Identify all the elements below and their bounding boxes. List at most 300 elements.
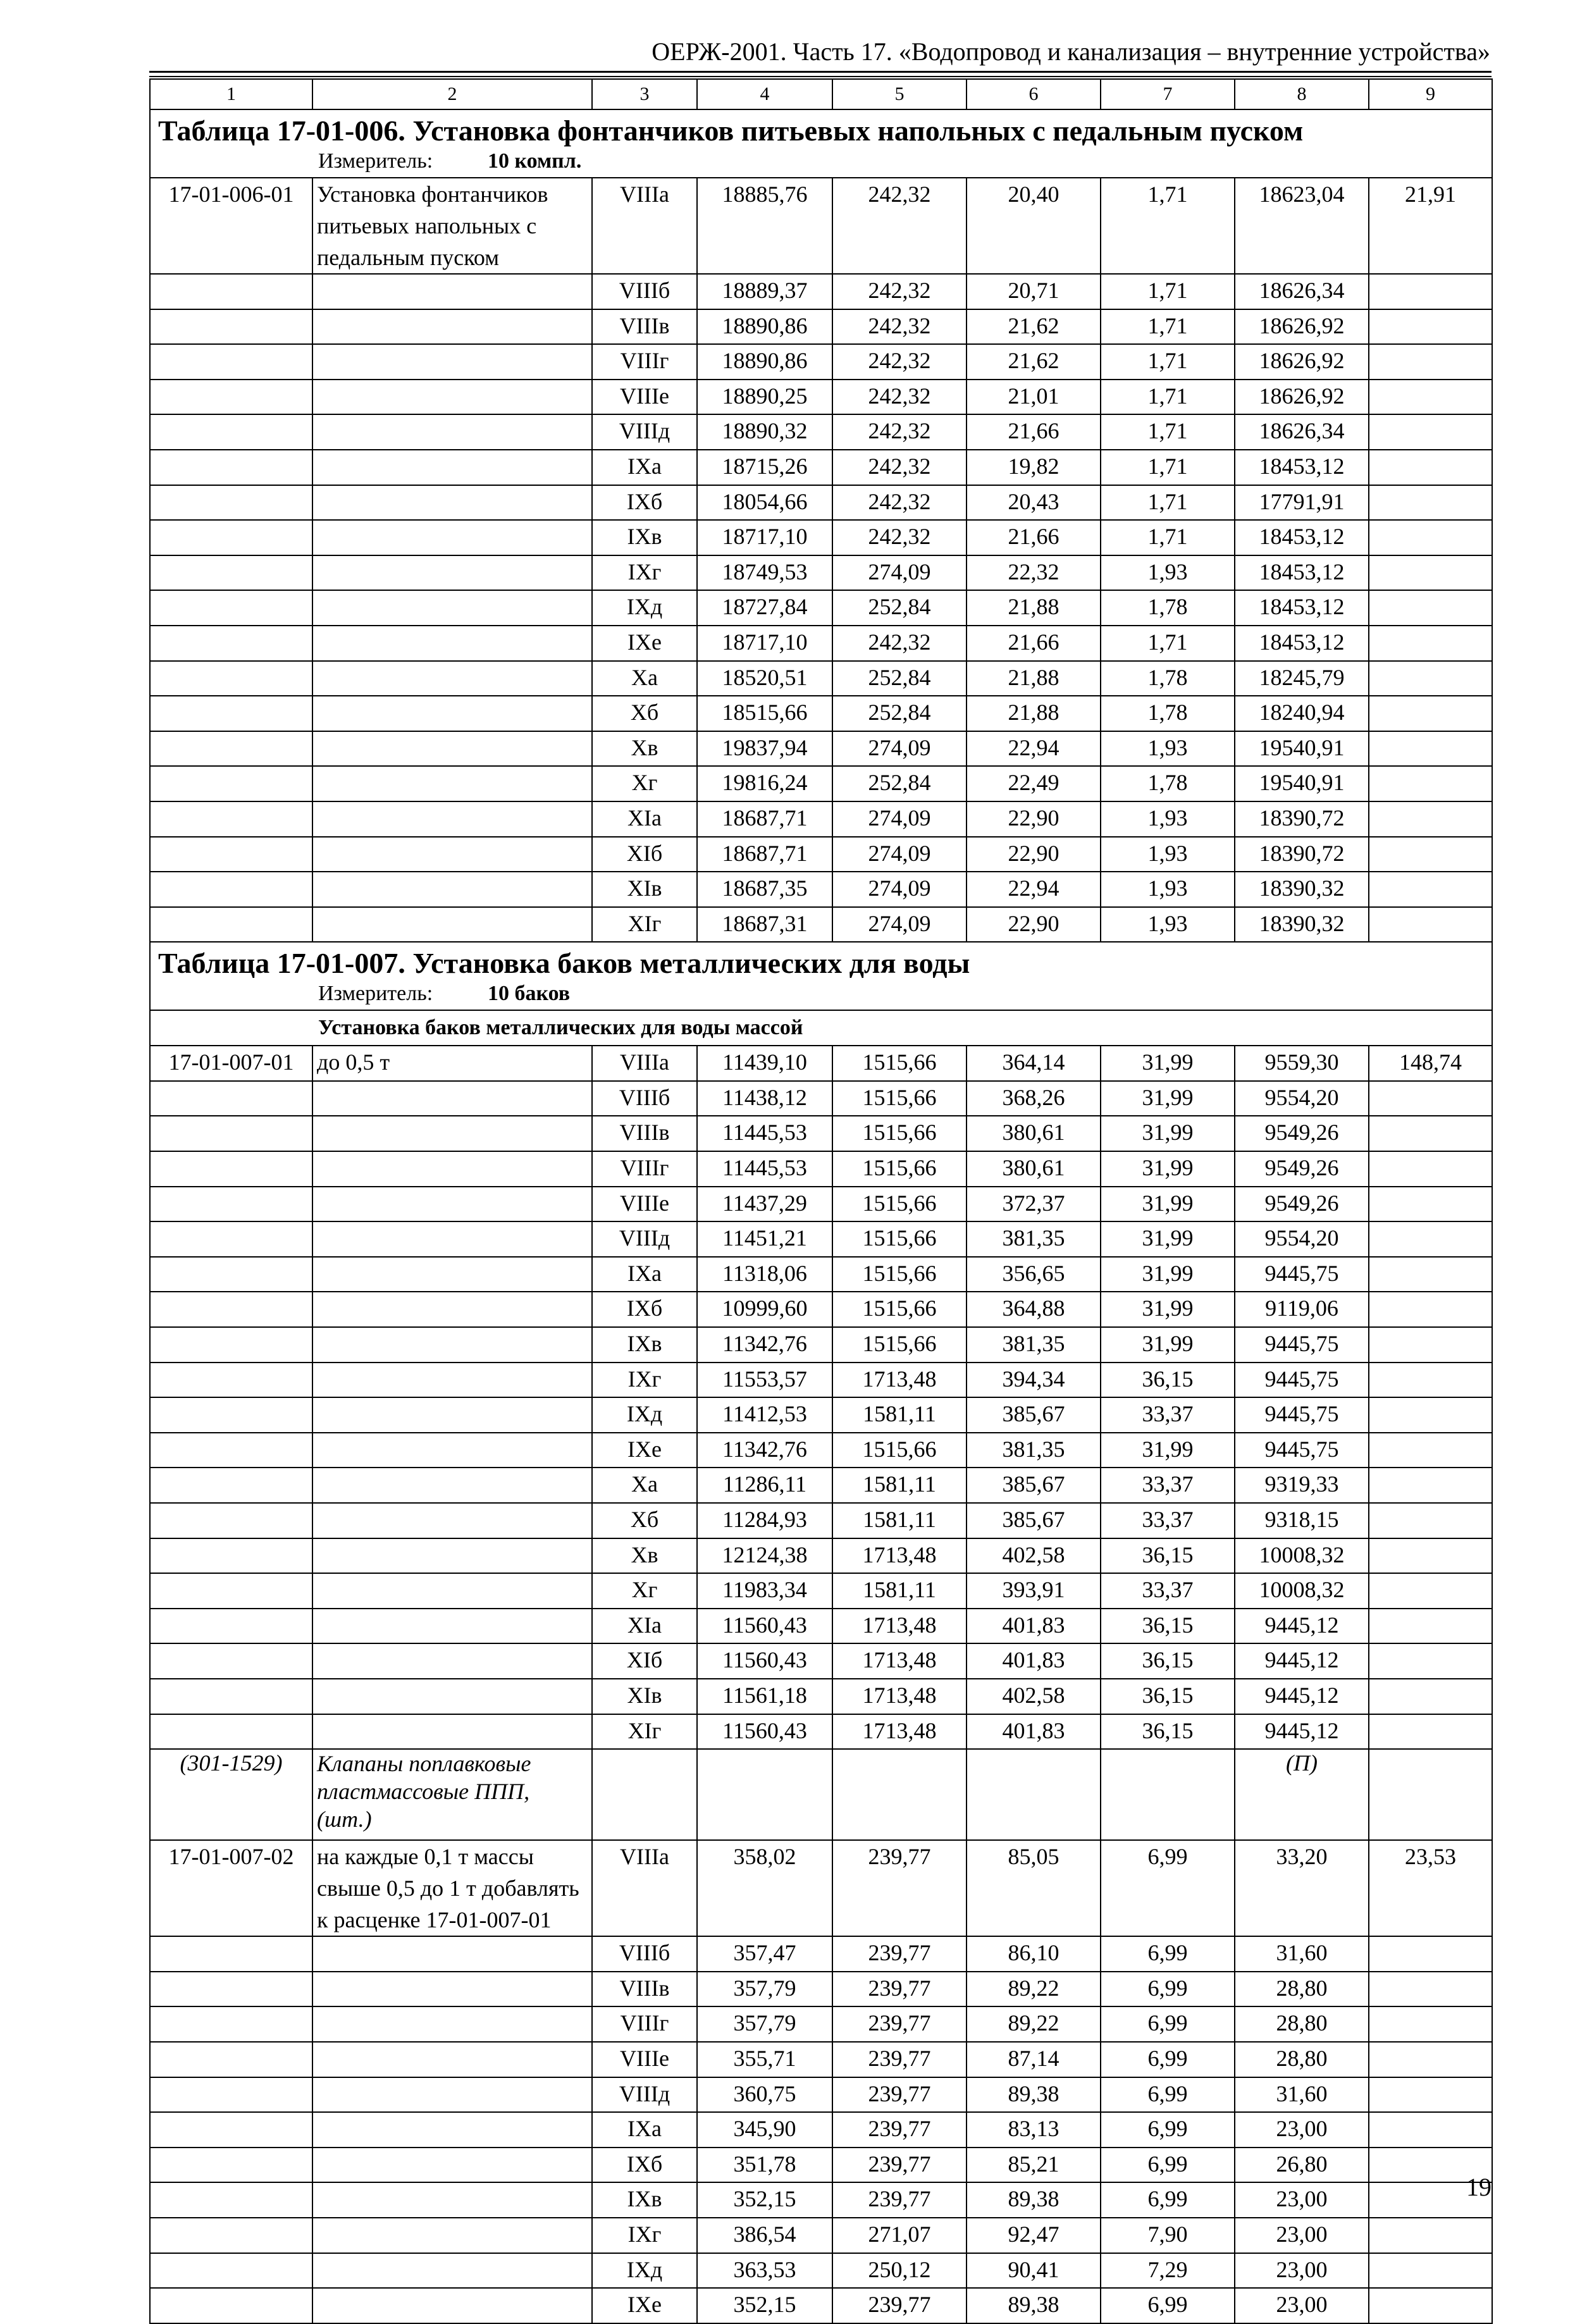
table-row (150, 1433, 1492, 1468)
machinist-wage-cell: 31,99 (1101, 1187, 1235, 1222)
column-number: 5 (832, 79, 967, 109)
material-cost-cell: 18390,72 (1235, 801, 1369, 837)
table-row (150, 696, 1492, 731)
zone-cell: IXа (592, 2112, 697, 2148)
zone-cell: Xг (592, 1573, 697, 1609)
material-cost-cell: 9549,26 (1235, 1116, 1369, 1151)
material-cost-cell: 18626,92 (1235, 344, 1369, 380)
machinist-wage-cell: 33,37 (1101, 1573, 1235, 1609)
machine-cost-cell: 83,13 (967, 2112, 1101, 2148)
labor-cost-cell: 242,32 (832, 380, 967, 415)
material-cost-cell: 18453,12 (1235, 626, 1369, 661)
rate-name: на каждые 0,1 т массы свыше 0,5 до 1 т добавлять к расценке 17-01-007-01 (312, 1840, 592, 1936)
machinist-wage-cell: 6,99 (1101, 1840, 1235, 1936)
machine-cost-cell: 22,90 (967, 907, 1101, 943)
labor-cost-cell: 239,77 (832, 2182, 967, 2218)
zone-cell: IXа (592, 450, 697, 485)
machinist-wage-cell: 7,90 (1101, 2218, 1235, 2253)
machinist-wage-cell: 36,15 (1101, 1714, 1235, 1750)
zone-cell: Xг (592, 766, 697, 801)
labor-cost-cell: 242,32 (832, 485, 967, 521)
zone-cell: Xб (592, 696, 697, 731)
zone-cell: XIв (592, 872, 697, 907)
material-cost-cell: 28,80 (1235, 1972, 1369, 2007)
table-row (150, 2077, 1492, 2113)
table-row (150, 1643, 1492, 1679)
subheading: Установка баков металлических для воды массой (318, 1016, 803, 1040)
machine-cost-cell: 21,88 (967, 661, 1101, 696)
material-code: (301-1529) (150, 1749, 312, 1840)
total-cost-cell: 18749,53 (697, 555, 832, 591)
total-cost-cell: 11445,53 (697, 1116, 832, 1151)
zone-cell: VIIIа (592, 1046, 697, 1081)
total-cost-cell: 352,15 (697, 2288, 832, 2323)
total-cost-cell: 355,71 (697, 2042, 832, 2077)
labor-cost-cell: 1515,66 (832, 1257, 967, 1292)
zone-cell: VIIIа (592, 178, 697, 274)
total-cost-cell: 10999,60 (697, 1292, 832, 1327)
zone-cell: XIа (592, 1609, 697, 1644)
total-cost-cell: 12124,38 (697, 1538, 832, 1574)
zone-cell: IXв (592, 520, 697, 555)
table-row (150, 590, 1492, 626)
zone-cell: XIб (592, 837, 697, 872)
machinist-wage-cell: 1,93 (1101, 555, 1235, 591)
table-row (150, 1972, 1492, 2007)
zone-cell: VIIIа (592, 1840, 697, 1936)
page-number: 19 (1466, 2173, 1492, 2201)
machine-cost-cell: 401,83 (967, 1609, 1101, 1644)
material-cost-cell: 17791,91 (1235, 485, 1369, 521)
labor-cost-cell: 1713,48 (832, 1679, 967, 1714)
machinist-wage-cell: 1,78 (1101, 590, 1235, 626)
machine-cost-cell: 21,01 (967, 380, 1101, 415)
zone-cell: XIа (592, 801, 697, 837)
labor-cost-cell: 242,32 (832, 626, 967, 661)
machinist-wage-cell: 31,99 (1101, 1292, 1235, 1327)
zone-cell: VIIIг (592, 344, 697, 380)
zone-cell: IXг (592, 2218, 697, 2253)
labor-cost-cell: 252,84 (832, 661, 967, 696)
zone-cell: VIIIе (592, 2042, 697, 2077)
zone-cell: VIIIг (592, 1151, 697, 1187)
machine-cost-cell: 20,71 (967, 274, 1101, 309)
total-cost-cell: 18687,31 (697, 907, 832, 943)
total-cost-cell: 18890,32 (697, 414, 832, 450)
machinist-wage-cell: 1,71 (1101, 309, 1235, 345)
labor-cost-cell: 239,77 (832, 1840, 967, 1936)
machine-cost-cell: 381,35 (967, 1327, 1101, 1363)
table-title-row (150, 109, 1492, 148)
labor-cost-cell: 252,84 (832, 766, 967, 801)
material-cost-cell: 18453,12 (1235, 555, 1369, 591)
table-row (150, 801, 1492, 837)
zone-cell: Xб (592, 1503, 697, 1538)
labor-cost-cell: 1581,11 (832, 1468, 967, 1503)
material-cost-cell: 18626,92 (1235, 309, 1369, 345)
total-cost-cell: 18717,10 (697, 520, 832, 555)
table-row (150, 1714, 1492, 1750)
total-cost-cell: 19837,94 (697, 731, 832, 767)
table-row (150, 1936, 1492, 1972)
table-row (150, 274, 1492, 309)
zone-cell: VIIIб (592, 1081, 697, 1116)
material-cost-cell: 9319,33 (1235, 1468, 1369, 1503)
machinist-wage-cell: 7,29 (1101, 2253, 1235, 2289)
machine-cost-cell: 21,66 (967, 520, 1101, 555)
material-cost-cell: 19540,91 (1235, 766, 1369, 801)
table-row (150, 1187, 1492, 1222)
machinist-wage-cell: 31,99 (1101, 1081, 1235, 1116)
material-cost-cell: 23,00 (1235, 2182, 1369, 2218)
machinist-wage-cell: 31,99 (1101, 1046, 1235, 1081)
labor-cost-cell: 1713,48 (832, 1714, 967, 1750)
total-cost-cell: 18520,51 (697, 661, 832, 696)
machinist-wage-cell: 36,15 (1101, 1679, 1235, 1714)
labor-cost-cell: 242,32 (832, 178, 967, 274)
table-row (150, 731, 1492, 767)
machine-cost-cell: 85,05 (967, 1840, 1101, 1936)
machine-cost-cell: 372,37 (967, 1187, 1101, 1222)
machine-cost-cell: 381,35 (967, 1221, 1101, 1257)
rate-code: 17-01-007-01 (150, 1046, 312, 1081)
machinist-wage-cell: 6,99 (1101, 1972, 1235, 2007)
meter-label: Измеритель: (318, 982, 433, 1006)
material-cost-cell: 19540,91 (1235, 731, 1369, 767)
table-row (150, 1081, 1492, 1116)
machine-cost-cell: 20,40 (967, 178, 1101, 274)
total-cost-cell: 11561,18 (697, 1679, 832, 1714)
labor-cost-cell: 1713,48 (832, 1643, 967, 1679)
machine-cost-cell: 394,34 (967, 1363, 1101, 1398)
table-row (150, 2006, 1492, 2042)
table-row (150, 178, 1492, 274)
table-row (150, 1679, 1492, 1714)
zone-cell: IXе (592, 1433, 697, 1468)
labor-cost-cell: 239,77 (832, 1972, 967, 2007)
machinist-wage-cell: 6,99 (1101, 2148, 1235, 2183)
material-cost-cell: 9445,75 (1235, 1257, 1369, 1292)
zone-cell: Xа (592, 661, 697, 696)
meter-value: 10 компл. (488, 149, 582, 173)
total-cost-cell: 19816,24 (697, 766, 832, 801)
machinist-wage-cell: 1,71 (1101, 344, 1235, 380)
labor-cost-cell: 274,09 (832, 555, 967, 591)
rate-name: Установка фонтанчиков питьевых напольных с педальным пуском (312, 178, 592, 274)
total-cost-cell: 18889,37 (697, 274, 832, 309)
labor-cost-cell: 239,77 (832, 2148, 967, 2183)
column-number: 7 (1101, 79, 1235, 109)
zone-cell: VIIIе (592, 380, 697, 415)
total-cost-cell: 358,02 (697, 1840, 832, 1936)
material-cost-cell: 23,00 (1235, 2288, 1369, 2323)
table-row (150, 872, 1492, 907)
table-row (150, 1151, 1492, 1187)
labor-cost-cell: 1581,11 (832, 1397, 967, 1433)
running-header: ОЕРЖ-2001. Часть 17. «Водопровод и канализация – внутренние устройства» (652, 37, 1490, 66)
material-cost-cell: 9445,75 (1235, 1433, 1369, 1468)
material-cost-cell: 9445,75 (1235, 1363, 1369, 1398)
machinist-wage-cell: 31,99 (1101, 1433, 1235, 1468)
zone-cell: Xа (592, 1468, 697, 1503)
machine-cost-cell: 22,90 (967, 801, 1101, 837)
table-row (150, 2218, 1492, 2253)
machinist-wage-cell: 1,78 (1101, 696, 1235, 731)
material-name: Клапаны поплавковые пластмассовые ППП, (шт.) (312, 1749, 592, 1840)
labor-cost-cell: 1713,48 (832, 1538, 967, 1574)
labor-hours: 148,74 (1369, 1046, 1492, 1081)
table-row (150, 1327, 1492, 1363)
machine-cost-cell: 385,67 (967, 1468, 1101, 1503)
labor-cost-cell: 1515,66 (832, 1116, 967, 1151)
meter-value: 10 баков (488, 982, 571, 1006)
machine-cost-cell: 19,82 (967, 450, 1101, 485)
table-row (150, 2288, 1492, 2323)
zone-cell: XIг (592, 907, 697, 943)
machine-cost-cell: 401,83 (967, 1643, 1101, 1679)
table-row (150, 1221, 1492, 1257)
material-cost-cell: 18626,92 (1235, 380, 1369, 415)
total-cost-cell: 11560,43 (697, 1714, 832, 1750)
zone-cell: VIIIг (592, 2006, 697, 2042)
total-cost-cell: 18687,71 (697, 801, 832, 837)
meter-label: Измеритель: (318, 149, 433, 173)
machine-cost-cell: 22,94 (967, 731, 1101, 767)
table-row (150, 555, 1492, 591)
labor-hours: 23,53 (1369, 1840, 1492, 1936)
total-cost-cell: 11437,29 (697, 1187, 832, 1222)
zone-cell: Xв (592, 1538, 697, 1574)
table-row (150, 414, 1492, 450)
column-number: 1 (150, 79, 312, 109)
table-row (150, 661, 1492, 696)
column-number: 8 (1235, 79, 1369, 109)
zone-cell: VIIIб (592, 274, 697, 309)
labor-cost-cell: 1515,66 (832, 1151, 967, 1187)
price-table (149, 78, 1493, 2324)
table-row (150, 344, 1492, 380)
total-cost-cell: 18890,86 (697, 344, 832, 380)
zone-cell: VIIIд (592, 414, 697, 450)
zone-cell: IXв (592, 1327, 697, 1363)
machinist-wage-cell: 6,99 (1101, 2112, 1235, 2148)
machine-cost-cell: 21,88 (967, 590, 1101, 626)
machinist-wage-cell: 1,71 (1101, 274, 1235, 309)
machine-cost-cell: 401,83 (967, 1714, 1101, 1750)
total-cost-cell: 18885,76 (697, 178, 832, 274)
total-cost-cell: 18717,10 (697, 626, 832, 661)
labor-cost-cell: 242,32 (832, 274, 967, 309)
table-row (150, 450, 1492, 485)
machinist-wage-cell: 1,71 (1101, 414, 1235, 450)
table-row (150, 1468, 1492, 1503)
machine-cost-cell: 393,91 (967, 1573, 1101, 1609)
machinist-wage-cell: 36,15 (1101, 1643, 1235, 1679)
machinist-wage-cell: 1,93 (1101, 837, 1235, 872)
table-row (150, 1363, 1492, 1398)
material-cost-cell: 9119,06 (1235, 1292, 1369, 1327)
zone-cell: XIб (592, 1643, 697, 1679)
table-row (150, 2148, 1492, 2183)
total-cost-cell: 11342,76 (697, 1433, 832, 1468)
material-cost-cell: 18453,12 (1235, 520, 1369, 555)
header-rule (149, 76, 1492, 77)
zone-cell: IXг (592, 1363, 697, 1398)
table-row (150, 520, 1492, 555)
table-row (150, 2112, 1492, 2148)
table-row (150, 1292, 1492, 1327)
machinist-wage-cell: 1,71 (1101, 380, 1235, 415)
labor-cost-cell: 239,77 (832, 2288, 967, 2323)
total-cost-cell: 18715,26 (697, 450, 832, 485)
table-row (150, 485, 1492, 521)
machinist-wage-cell: 1,71 (1101, 485, 1235, 521)
machine-cost-cell: 22,32 (967, 555, 1101, 591)
machinist-wage-cell: 31,99 (1101, 1221, 1235, 1257)
table-row (150, 1538, 1492, 1574)
material-cost-cell: 18626,34 (1235, 414, 1369, 450)
total-cost-cell: 11412,53 (697, 1397, 832, 1433)
machinist-wage-cell: 6,99 (1101, 2042, 1235, 2077)
table-row (150, 380, 1492, 415)
total-cost-cell: 11286,11 (697, 1468, 832, 1503)
total-cost-cell: 18687,35 (697, 872, 832, 907)
labor-cost-cell: 1713,48 (832, 1363, 967, 1398)
machine-cost-cell: 385,67 (967, 1397, 1101, 1433)
table-row (150, 2182, 1492, 2218)
material-cost-cell: 18626,34 (1235, 274, 1369, 309)
header-rule (149, 71, 1492, 73)
machine-cost-cell: 22,49 (967, 766, 1101, 801)
total-cost-cell: 11445,53 (697, 1151, 832, 1187)
material-cost-cell: 9445,12 (1235, 1609, 1369, 1644)
material-note-row (150, 1749, 1492, 1840)
total-cost-cell: 11451,21 (697, 1221, 832, 1257)
material-unit: (П) (1235, 1749, 1369, 1840)
labor-cost-cell: 274,09 (832, 872, 967, 907)
machine-cost-cell: 86,10 (967, 1936, 1101, 1972)
zone-cell: VIIIд (592, 2077, 697, 2113)
material-cost-cell: 18453,12 (1235, 450, 1369, 485)
material-cost-cell: 9554,20 (1235, 1081, 1369, 1116)
machine-cost-cell: 89,22 (967, 1972, 1101, 2007)
column-number: 2 (312, 79, 592, 109)
labor-cost-cell: 274,09 (832, 907, 967, 943)
total-cost-cell: 357,47 (697, 1936, 832, 1972)
machinist-wage-cell: 1,93 (1101, 801, 1235, 837)
zone-cell: VIIIе (592, 1187, 697, 1222)
table-row (150, 837, 1492, 872)
table-row (150, 1573, 1492, 1609)
total-cost-cell: 11983,34 (697, 1573, 832, 1609)
material-cost-cell: 31,60 (1235, 2077, 1369, 2113)
labor-cost-cell: 271,07 (832, 2218, 967, 2253)
labor-cost-cell: 242,32 (832, 450, 967, 485)
total-cost-cell: 18515,66 (697, 696, 832, 731)
labor-cost-cell: 1515,66 (832, 1046, 967, 1081)
zone-cell: VIIIв (592, 309, 697, 345)
labor-cost-cell: 242,32 (832, 414, 967, 450)
labor-cost-cell: 242,32 (832, 520, 967, 555)
meter-row (150, 980, 1492, 1010)
total-cost-cell: 11342,76 (697, 1327, 832, 1363)
machinist-wage-cell: 31,99 (1101, 1151, 1235, 1187)
zone-cell: IXб (592, 2148, 697, 2183)
material-cost-cell: 26,80 (1235, 2148, 1369, 2183)
machinist-wage-cell: 33,37 (1101, 1468, 1235, 1503)
total-cost-cell: 352,15 (697, 2182, 832, 2218)
machinist-wage-cell: 1,71 (1101, 626, 1235, 661)
zone-cell: VIIIб (592, 1936, 697, 1972)
table-title: Таблица 17-01-006. Установка фонтанчиков питьевых напольных с педальным пуском (158, 114, 1304, 147)
machine-cost-cell: 21,62 (967, 309, 1101, 345)
material-cost-cell: 18390,32 (1235, 872, 1369, 907)
labor-cost-cell: 250,12 (832, 2253, 967, 2289)
meter-row (150, 148, 1492, 178)
subheading-row (150, 1010, 1492, 1046)
labor-cost-cell: 1515,66 (832, 1187, 967, 1222)
machine-cost-cell: 85,21 (967, 2148, 1101, 2183)
machinist-wage-cell: 1,93 (1101, 907, 1235, 943)
machine-cost-cell: 22,90 (967, 837, 1101, 872)
machinist-wage-cell: 1,93 (1101, 731, 1235, 767)
column-number: 9 (1369, 79, 1492, 109)
material-cost-cell: 9445,12 (1235, 1714, 1369, 1750)
machine-cost-cell: 380,61 (967, 1151, 1101, 1187)
material-cost-cell: 9549,26 (1235, 1151, 1369, 1187)
material-cost-cell: 18240,94 (1235, 696, 1369, 731)
machine-cost-cell: 21,66 (967, 626, 1101, 661)
zone-cell: XIг (592, 1714, 697, 1750)
machinist-wage-cell: 6,99 (1101, 1936, 1235, 1972)
total-cost-cell: 11560,43 (697, 1643, 832, 1679)
total-cost-cell: 351,78 (697, 2148, 832, 2183)
machine-cost-cell: 356,65 (967, 1257, 1101, 1292)
machinist-wage-cell: 6,99 (1101, 2077, 1235, 2113)
labor-cost-cell: 239,77 (832, 2006, 967, 2042)
material-cost-cell: 9445,75 (1235, 1397, 1369, 1433)
column-number-row (150, 79, 1492, 109)
material-cost-cell: 9445,75 (1235, 1327, 1369, 1363)
total-cost-cell: 363,53 (697, 2253, 832, 2289)
machinist-wage-cell: 1,78 (1101, 661, 1235, 696)
labor-cost-cell: 1713,48 (832, 1609, 967, 1644)
machinist-wage-cell: 31,99 (1101, 1327, 1235, 1363)
machinist-wage-cell: 1,93 (1101, 872, 1235, 907)
machinist-wage-cell: 6,99 (1101, 2288, 1235, 2323)
table-row (150, 1609, 1492, 1644)
machine-cost-cell: 385,67 (967, 1503, 1101, 1538)
machine-cost-cell: 368,26 (967, 1081, 1101, 1116)
machinist-wage-cell: 31,99 (1101, 1116, 1235, 1151)
material-cost-cell: 9445,12 (1235, 1643, 1369, 1679)
total-cost-cell: 18054,66 (697, 485, 832, 521)
material-cost-cell: 9554,20 (1235, 1221, 1369, 1257)
labor-cost-cell: 239,77 (832, 2077, 967, 2113)
total-cost-cell: 11439,10 (697, 1046, 832, 1081)
labor-cost-cell: 1515,66 (832, 1292, 967, 1327)
material-cost-cell: 9549,26 (1235, 1187, 1369, 1222)
labor-cost-cell: 242,32 (832, 309, 967, 345)
machine-cost-cell: 402,58 (967, 1538, 1101, 1574)
material-cost-cell: 9318,15 (1235, 1503, 1369, 1538)
rate-name: до 0,5 т (312, 1046, 592, 1081)
material-cost-cell: 18623,04 (1235, 178, 1369, 274)
machinist-wage-cell: 36,15 (1101, 1363, 1235, 1398)
machine-cost-cell: 402,58 (967, 1679, 1101, 1714)
column-number: 3 (592, 79, 697, 109)
labor-hours: 21,91 (1369, 178, 1492, 274)
